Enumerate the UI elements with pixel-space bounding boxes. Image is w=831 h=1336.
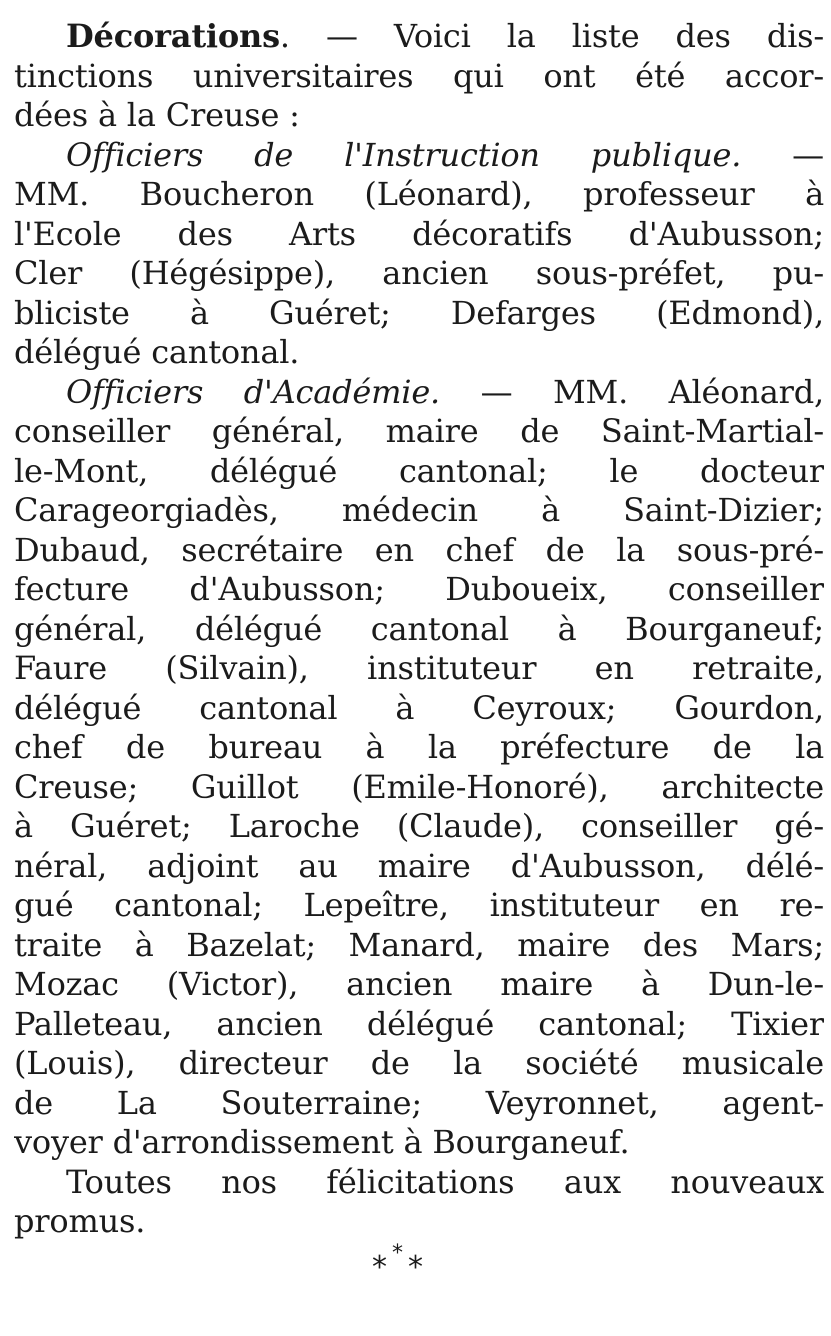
para1-line3: dées à la Creuse : [14, 96, 300, 134]
para4-line2: promus. [14, 1202, 146, 1240]
para1-heading: Décorations [66, 17, 280, 55]
para3-line: délégué cantonal à Ceyroux; Gourdon, [14, 688, 824, 727]
para3-line: à Guéret; Laroche (Claude), conseiller gé- [14, 807, 824, 845]
para2-line3: l'Ecole des Arts décoratifs d'Aubusson; [14, 214, 824, 253]
para2-line1-rest: — [741, 135, 824, 174]
para3-line1-rest: — MM. Aléonard, [440, 372, 824, 411]
para2-line4: Cler (Hégésippe), ancien sous-préfet, pu- [14, 254, 824, 292]
para2-line1 [14, 135, 824, 175]
para3-line: Dubaud, secrétaire en chef de la sous-pré- [14, 530, 824, 569]
para3-heading: Officiers d'Académie. [66, 372, 441, 411]
para3-line: Mozac (Victor), ancien maire à Dun-le- [14, 965, 824, 1003]
para4-line1: Toutes nos félicitations aux nouveaux [66, 1162, 824, 1201]
para2-heading: Officiers de l'Instruction publique. [66, 135, 742, 174]
para2-line2: MM. Boucheron (Léonard), professeur à [14, 175, 824, 213]
article-column [14, 10, 824, 1330]
asterisk-icon: * [408, 1249, 423, 1285]
para3-line: traite à Bazelat; Manard, maire des Mars; [14, 925, 824, 964]
para2-line6: délégué cantonal. [14, 333, 300, 371]
para3-line: chef de bureau à la préfecture de la [14, 728, 824, 766]
para3-line1 [14, 372, 824, 412]
para2-line5: bliciste à Guéret; Defarges (Edmond), [14, 293, 824, 332]
asterisk-icon: * [392, 1240, 403, 1266]
para3-line: conseiller général, maire de Saint-Martial- [14, 412, 824, 450]
para3-line: fecture d'Aubusson; Duboueix, conseiller [14, 570, 824, 608]
section-separator-asterism [372, 1240, 452, 1285]
para3-line: (Louis), directeur de la société musicale [14, 1044, 824, 1082]
para3-line: général, délégué cantonal à Bourganeuf; [14, 609, 824, 648]
para3-line: voyer d'arrondissement à Bourganeuf. [14, 1123, 630, 1161]
para3-line: de La Souterraine; Veyronnet, agent- [14, 1083, 824, 1122]
para3-line: Palleteau, ancien délégué cantonal; Tixier [14, 1004, 824, 1043]
asterisk-icon: * [372, 1249, 387, 1285]
para1-line2: tinctions universitaires qui ont été accor- [14, 56, 824, 95]
para1-line1 [14, 16, 824, 56]
para3-line: le-Mont, délégué cantonal; le docteur [14, 451, 824, 490]
para3-line: gué cantonal; Lepeître, instituteur en re- [14, 886, 824, 924]
para3-line: Creuse; Guillot (Emile-Honoré), architecte [14, 767, 824, 806]
para3-line: Carageorgiadès, médecin à Saint-Dizier; [14, 491, 824, 529]
para1-line1-rest: . — Voici la liste des dis- [279, 17, 824, 55]
para3-line: néral, adjoint au maire d'Aubusson, délé- [14, 846, 824, 885]
para3-line: Faure (Silvain), instituteur en retraite, [14, 649, 824, 687]
